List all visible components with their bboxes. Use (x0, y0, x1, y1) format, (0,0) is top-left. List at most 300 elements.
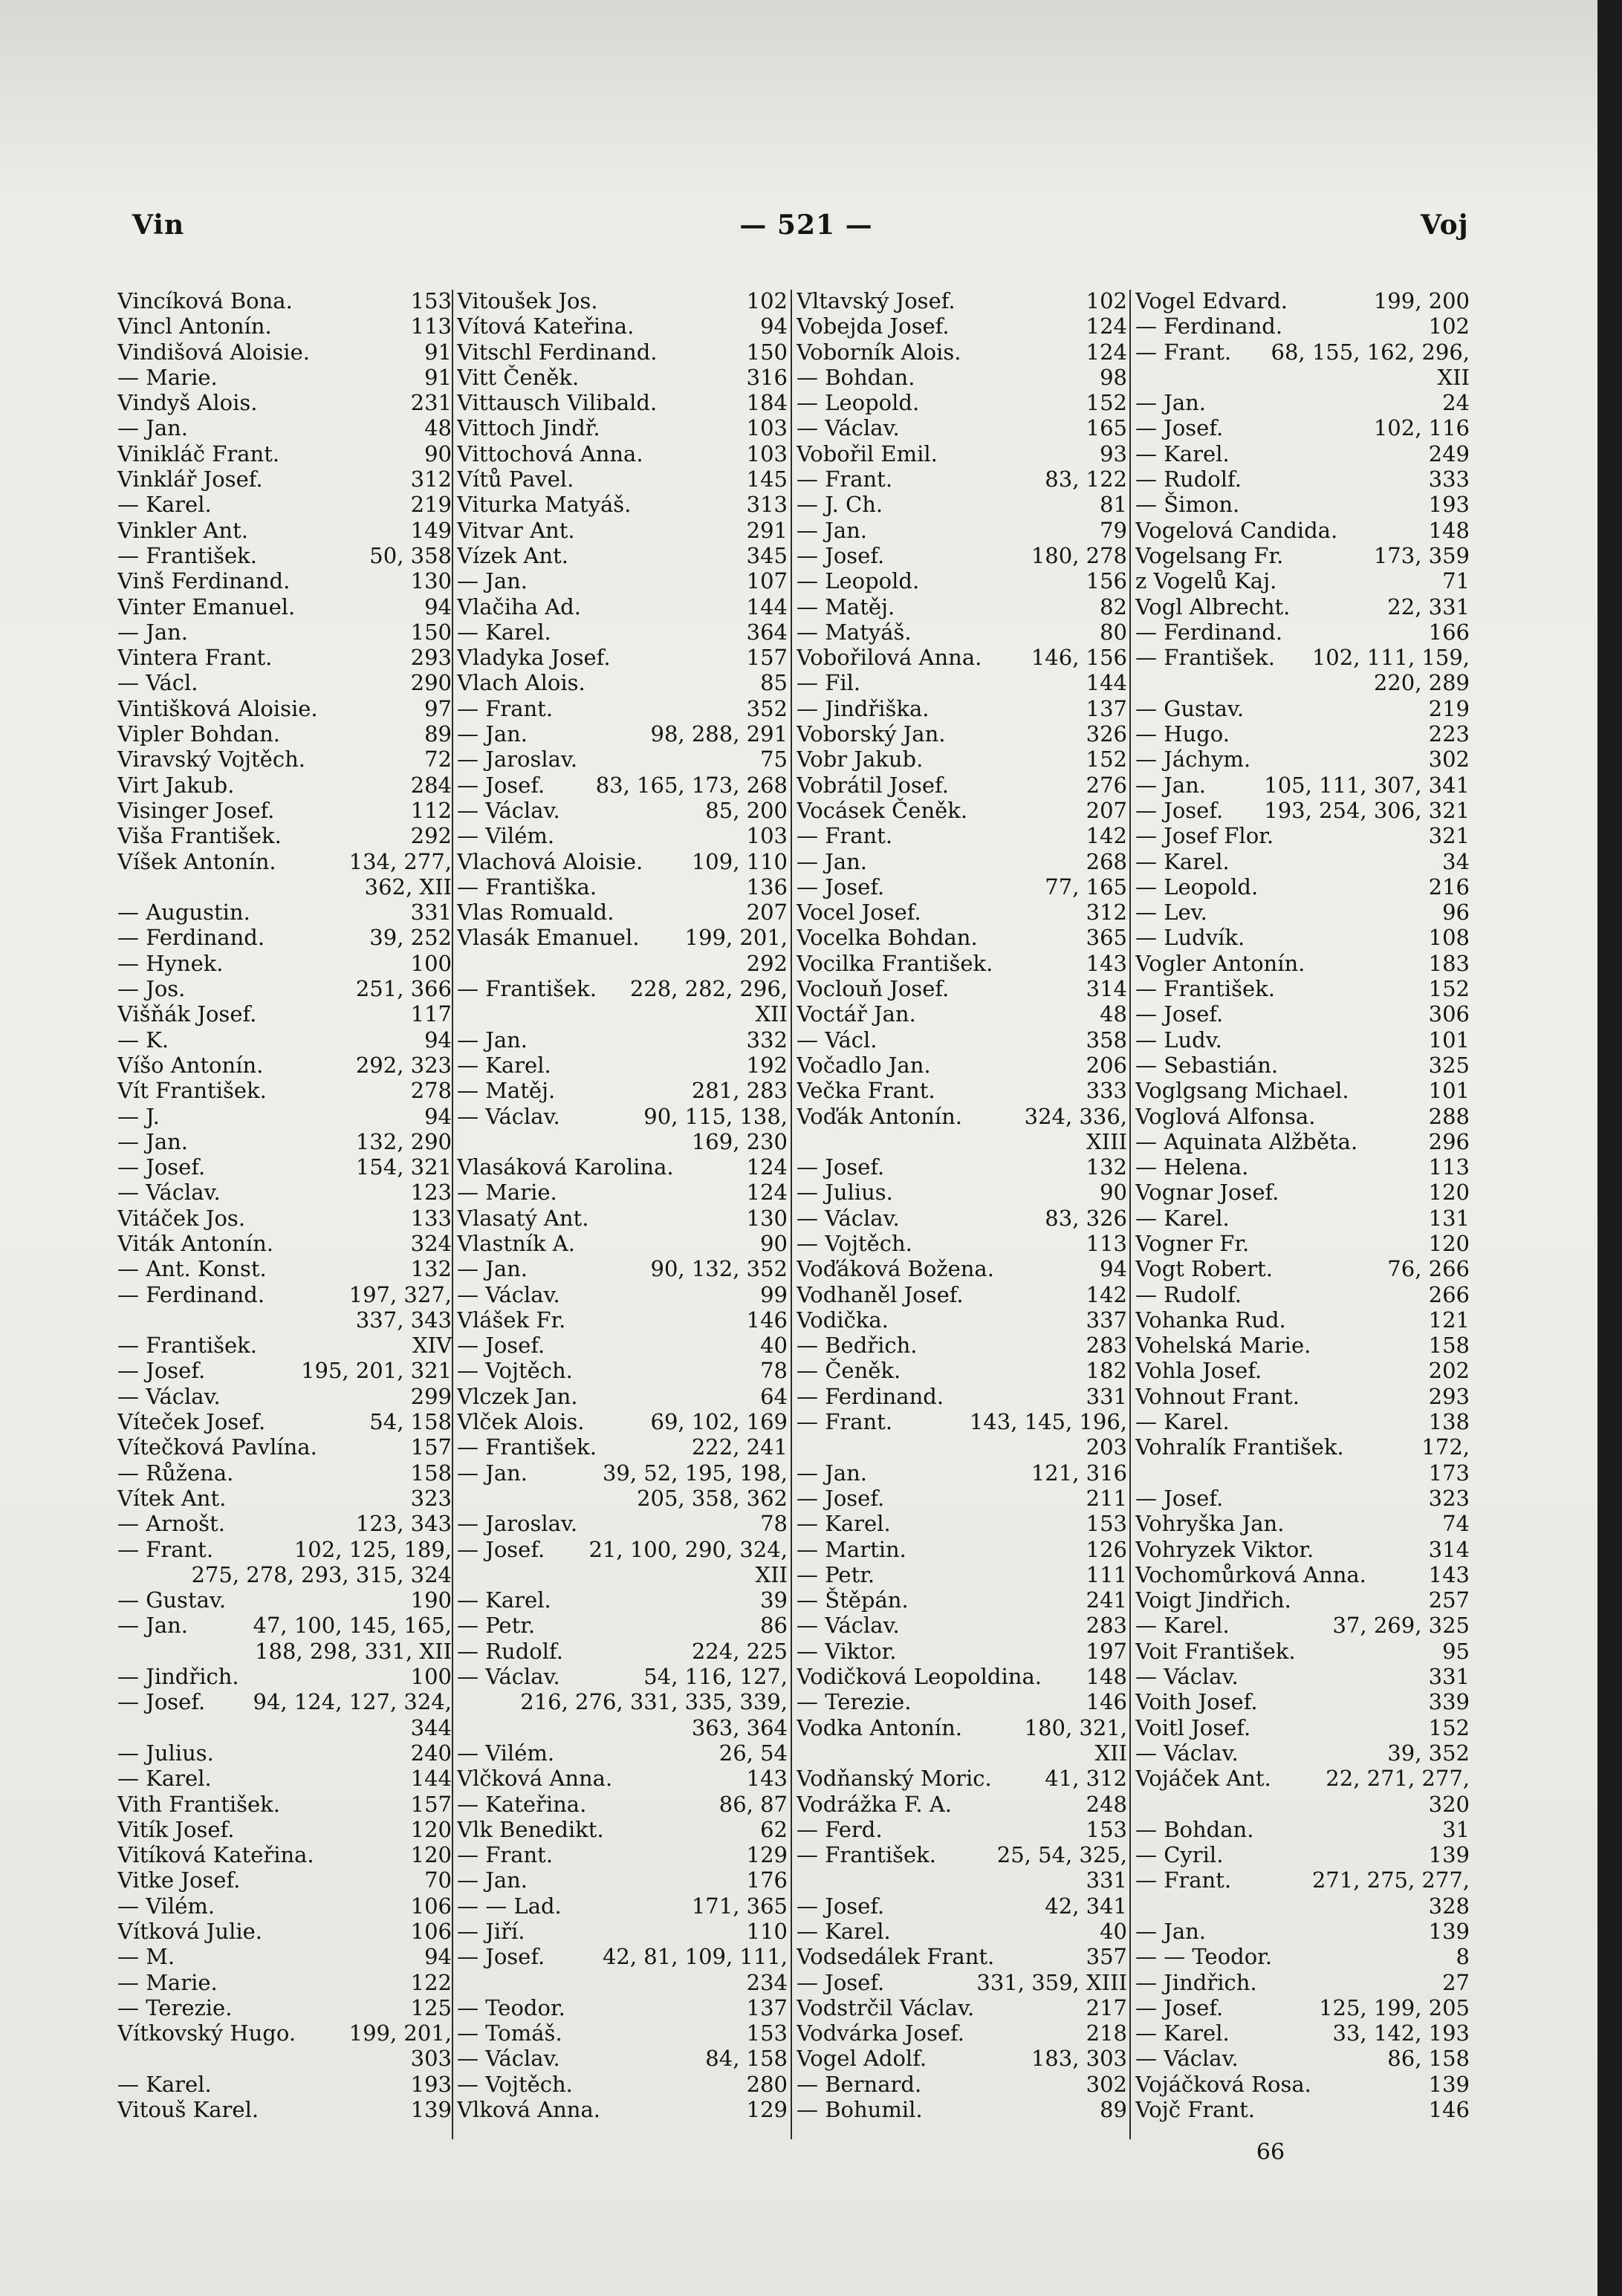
entry-name: Víšek Antonín. (117, 848, 276, 874)
index-entry (797, 951, 1127, 976)
entry-pages: 103 (746, 823, 788, 849)
entry-name: Vogl Albrecht. (1135, 593, 1291, 619)
index-entry (457, 2046, 788, 2071)
entry-name: — Karel. (117, 1766, 212, 1792)
index-entry (1135, 415, 1470, 440)
index-entry (797, 1307, 1127, 1333)
entry-name: Vítová Kateřina. (457, 313, 635, 339)
index-entry (117, 1409, 452, 1434)
entry-name: — František. (457, 976, 597, 1002)
entry-pages: 142 (1086, 1281, 1127, 1307)
index-entry (1135, 1129, 1470, 1154)
index-entry (797, 1358, 1127, 1383)
index-entry (457, 2020, 788, 2046)
entry-pages: 143 (1428, 1561, 1470, 1587)
index-entry (117, 696, 452, 721)
entry-name: Vlková Anna. (457, 2097, 600, 2123)
entry-name: Vitík Josef. (117, 1816, 235, 1842)
entry-name: — Bernard. (797, 2071, 922, 2097)
entry-pages: 292, 323 (355, 1052, 452, 1078)
entry-pages: 199, 201, (348, 2020, 452, 2046)
entry-name: — Jan. (457, 1027, 528, 1053)
entry-name: Vlasáková Karolina. (457, 1154, 674, 1180)
entry-name: Vodňanský Moric. (797, 1766, 992, 1792)
entry-pages: 100 (410, 950, 452, 976)
entry-pages: 86, 158 (1387, 2046, 1470, 2072)
index-entry (1135, 1486, 1470, 1511)
entry-name: Vízek Ant. (457, 542, 568, 568)
entry-pages: 121 (1428, 1307, 1470, 1333)
entry-name: — Josef. (1135, 1485, 1224, 1511)
entry-pages: 180, 321, (1024, 1714, 1127, 1740)
entry-pages: 207 (1086, 797, 1127, 823)
index-entry (797, 645, 1127, 670)
entry-pages: 8 (1456, 1944, 1470, 1970)
entry-name: — Helena. (1135, 1154, 1249, 1180)
index-entry (117, 670, 452, 695)
entry-pages: 83, 122 (1045, 466, 1127, 492)
entry-name: Vith František. (117, 1791, 280, 1817)
index-entry (1135, 313, 1470, 339)
entry-pages: 101 (1428, 1078, 1470, 1104)
index-entry (797, 1919, 1127, 1944)
index-entry (1135, 568, 1470, 593)
index-entry (1135, 773, 1470, 798)
entry-pages: 26, 54 (718, 1740, 788, 1766)
entry-pages: 74 (1442, 1511, 1470, 1537)
entry-name: — Petr. (797, 1561, 875, 1587)
entry-pages: 345 (746, 542, 788, 568)
index-entry (797, 874, 1127, 900)
entry-pages: 157 (746, 645, 788, 671)
entry-name: — Čeněk. (797, 1358, 901, 1384)
index-entry (1135, 339, 1470, 365)
entry-pages: 105, 111, 307, 341 (1264, 772, 1470, 798)
entry-pages: 90 (760, 1230, 788, 1256)
entry-pages: 197 (1086, 1638, 1127, 1664)
entry-pages: 39, 252 (369, 925, 452, 951)
entry-pages: 76, 266 (1387, 1256, 1470, 1282)
entry-pages: 86, 87 (718, 1791, 788, 1817)
index-entry (797, 1893, 1127, 1919)
entry-pages: 137 (1086, 695, 1127, 721)
entry-pages: 323 (1428, 1485, 1470, 1511)
index-entry (797, 1740, 1127, 1766)
entry-pages: 288 (1428, 1103, 1470, 1129)
index-entry (1135, 1766, 1470, 1791)
index-entry (1135, 2020, 1470, 2046)
index-entry (797, 1206, 1127, 1231)
entry-pages: 323 (410, 1485, 452, 1511)
index-entry (1135, 1893, 1470, 1919)
entry-name: — J. (117, 1103, 160, 1129)
entry-pages: 48 (424, 415, 452, 441)
index-entry (117, 1282, 452, 1307)
index-entry (797, 2097, 1127, 2122)
entry-pages: 125, 199, 205 (1319, 1994, 1470, 2020)
index-entry (797, 339, 1127, 365)
index-entry (797, 2046, 1127, 2071)
entry-name: — Vilém. (457, 1740, 555, 1766)
index-entry (117, 2046, 452, 2071)
index-entry (117, 594, 452, 619)
index-entry (117, 1715, 452, 1740)
entry-name: — Bohdan. (1135, 1816, 1254, 1842)
index-entry (797, 543, 1127, 568)
entry-pages: 129 (746, 1842, 788, 1868)
index-entry (1135, 1537, 1470, 1562)
entry-pages: 27 (1442, 1969, 1470, 1995)
entry-name: — Lev. (1135, 900, 1207, 926)
entry-pages: 48 (1100, 1001, 1127, 1027)
index-entry (117, 619, 452, 645)
entry-name: Vojáčková Rosa. (1135, 2071, 1311, 2097)
entry-name: — František. (457, 1434, 597, 1460)
entry-name: Vitt Čeněk. (457, 364, 580, 390)
entry-pages: 328 (1428, 1893, 1470, 1919)
index-entry (797, 1486, 1127, 1511)
index-entry (797, 466, 1127, 492)
entry-name: Vohryzek Viktor. (1135, 1536, 1314, 1562)
entry-name: — Václav. (457, 1281, 560, 1307)
index-entry (117, 1231, 452, 1256)
index-entry (797, 288, 1127, 313)
index-entry (797, 1104, 1127, 1129)
index-entry (1135, 1919, 1470, 1944)
entry-pages: 130 (746, 1205, 788, 1231)
index-entry (117, 1740, 452, 1766)
entry-name: — Václav. (457, 797, 560, 823)
entry-pages: 120 (1428, 1180, 1470, 1206)
entry-pages: 136 (746, 874, 788, 900)
index-entry (1135, 951, 1470, 976)
entry-pages: 153 (1086, 1816, 1127, 1842)
entry-name: Vítečková Pavlína. (117, 1434, 317, 1460)
entry-name: — Josef. (1135, 415, 1224, 441)
entry-pages: 89 (424, 721, 452, 747)
entry-pages: 173 (1428, 1460, 1470, 1486)
entry-name: Večka Frant. (797, 1078, 935, 1104)
index-entry (1135, 798, 1470, 823)
entry-pages: 173, 359 (1373, 542, 1470, 568)
entry-name: Voborský Jan. (797, 721, 946, 747)
entry-pages: 362, XII (364, 874, 452, 900)
index-entry (457, 1206, 788, 1231)
entry-pages: 358 (1086, 1027, 1127, 1053)
index-entry (117, 288, 452, 313)
entry-name: Voďák Antonín. (797, 1103, 962, 1129)
entry-pages: 133 (410, 1205, 452, 1231)
entry-name: Vogt Robert. (1135, 1256, 1273, 1282)
index-entry (117, 645, 452, 670)
index-entry (457, 1460, 788, 1486)
index-entry (457, 1919, 788, 1944)
entry-pages: 123, 343 (355, 1511, 452, 1537)
entry-pages: 231 (410, 390, 452, 416)
entry-name: — Karel. (1135, 848, 1230, 874)
entry-name: Voigt Jindřich. (1135, 1587, 1291, 1613)
entry-name: Vobořilová Anna. (797, 645, 982, 671)
index-entry (117, 568, 452, 593)
index-entry (117, 1078, 452, 1103)
entry-pages: 281, 283 (691, 1078, 788, 1104)
index-entry (1135, 721, 1470, 747)
entry-name: — Václ. (117, 670, 198, 696)
entry-pages: 223 (1428, 721, 1470, 747)
entry-name: Vlastník A. (457, 1230, 575, 1256)
index-entry (1135, 670, 1470, 695)
entry-name: — Marie. (117, 364, 218, 390)
index-entry (797, 1639, 1127, 1664)
entry-name: — Václav. (797, 415, 900, 441)
entry-pages: 99 (760, 1281, 788, 1307)
index-entry (117, 2097, 452, 2122)
index-entry (797, 900, 1127, 925)
entry-name: — Václav. (457, 1103, 560, 1129)
entry-name: — Růžena. (117, 1460, 234, 1486)
entry-name: Vítkovský Hugo. (117, 2020, 296, 2046)
index-entry (1135, 1256, 1470, 1281)
entry-pages: 284 (410, 772, 452, 798)
entry-name: — Jan. (457, 721, 528, 747)
entry-pages: 219 (1428, 695, 1470, 721)
entry-pages: 142 (1086, 823, 1127, 849)
entry-pages: 314 (1086, 976, 1127, 1002)
index-entry (797, 1078, 1127, 1103)
entry-pages: 31 (1442, 1816, 1470, 1842)
index-entry (1135, 2072, 1470, 2097)
entry-pages: 24 (1442, 390, 1470, 416)
entry-pages: 25, 54, 325, (996, 1842, 1127, 1868)
entry-name: Vinklář Josef. (117, 466, 263, 492)
index-entry (117, 313, 452, 339)
entry-pages: 113 (1086, 1230, 1127, 1256)
entry-name: Víteček Josef. (117, 1409, 266, 1435)
entry-pages: 331, 359, XIII (976, 1969, 1127, 1995)
index-entry (457, 390, 788, 415)
index-entry (457, 1231, 788, 1256)
entry-pages: 82 (1100, 593, 1127, 619)
entry-name: — Frant. (797, 466, 893, 492)
entry-pages: 150 (410, 619, 452, 645)
entry-pages: 124 (746, 1154, 788, 1180)
entry-pages: 120 (410, 1816, 452, 1842)
entry-pages: 333 (1428, 466, 1470, 492)
index-entry (797, 849, 1127, 874)
index-entry (117, 1333, 452, 1358)
entry-pages: 145 (746, 466, 788, 492)
index-entry (117, 747, 452, 772)
index-entry (457, 1639, 788, 1664)
index-entry (1135, 1384, 1470, 1409)
index-entry (457, 1027, 788, 1053)
entry-pages: 40 (1100, 1919, 1127, 1944)
entry-pages: 130 (410, 568, 452, 594)
index-entry (797, 823, 1127, 848)
entry-name: — Augustin. (117, 900, 250, 926)
entry-name: — Josef. (797, 874, 885, 900)
entry-name: — Marie. (117, 1969, 218, 1995)
entry-pages: 131 (1428, 1205, 1470, 1231)
index-entry (1135, 619, 1470, 645)
entry-name: — František. (1135, 645, 1275, 671)
entry-name: — Jan. (797, 517, 868, 543)
index-entry (797, 313, 1127, 339)
entry-pages: 22, 331 (1387, 593, 1470, 619)
entry-pages: 144 (746, 593, 788, 619)
index-entry (457, 1817, 788, 1842)
index-entry (1135, 1613, 1470, 1638)
entry-name: — Ludvík. (1135, 925, 1245, 951)
entry-pages: 278 (410, 1078, 452, 1104)
entry-name: Vlczek Jan. (457, 1383, 578, 1409)
entry-pages: 224, 225 (691, 1638, 788, 1664)
entry-pages: 47, 100, 145, 165, (253, 1613, 452, 1639)
index-entry (117, 1562, 452, 1587)
entry-pages: 312 (1086, 900, 1127, 926)
index-entry (117, 721, 452, 747)
entry-pages: 331 (410, 900, 452, 926)
index-entry (457, 1053, 788, 1078)
entry-pages: 139 (1428, 2071, 1470, 2097)
entry-pages: 139 (410, 2097, 452, 2123)
index-entry (457, 1867, 788, 1893)
entry-pages: 102, 116 (1373, 415, 1470, 441)
entry-pages: 109, 110 (691, 848, 788, 874)
entry-name: Vodičková Leopoldina. (797, 1664, 1042, 1690)
index-entry (117, 441, 452, 466)
index-entry (117, 773, 452, 798)
entry-pages: 171, 365 (691, 1893, 788, 1919)
index-entry (1135, 1740, 1470, 1766)
entry-name: Vlasatý Ant. (457, 1205, 589, 1231)
index-entry (117, 1817, 452, 1842)
entry-name: — Jan. (457, 1867, 528, 1893)
entry-name: — František. (117, 1333, 257, 1359)
entry-pages: 296 (1428, 1128, 1470, 1154)
entry-pages: 283 (1086, 1613, 1127, 1639)
entry-name: — Karel. (1135, 1613, 1230, 1639)
entry-pages: 79 (1100, 517, 1127, 543)
index-entry (1135, 1154, 1470, 1180)
entry-name: — Arnošt. (117, 1511, 225, 1537)
entry-name: — Jaroslav. (457, 1511, 578, 1537)
entry-name: — Karel. (1135, 440, 1230, 466)
entry-name: — Josef. (797, 542, 885, 568)
entry-pages: 240 (410, 1740, 452, 1766)
index-entry (457, 1613, 788, 1638)
entry-pages: 331 (1086, 1383, 1127, 1409)
entry-pages: 132, 290 (355, 1128, 452, 1154)
entry-name: — Bohdan. (797, 364, 915, 390)
column-rule (1129, 290, 1131, 2139)
entry-name: Vipler Bohdan. (117, 721, 280, 747)
entry-pages: 94 (424, 593, 452, 619)
index-entry (457, 1537, 788, 1562)
entry-name: — Josef Flor. (1135, 823, 1274, 849)
entry-pages: 42, 81, 109, 111, (602, 1944, 788, 1970)
index-entry (117, 1384, 452, 1409)
entry-name: — Cyril. (1135, 1842, 1224, 1868)
index-entry (117, 1919, 452, 1944)
entry-name: — Jaroslav. (457, 747, 578, 773)
entry-name: Vittausch Vilibald. (457, 390, 658, 416)
index-entry (117, 823, 452, 848)
entry-pages: 143 (1086, 950, 1127, 976)
index-entry (1135, 1842, 1470, 1867)
entry-name: Vítů Pavel. (457, 466, 574, 492)
entry-pages: 81 (1100, 492, 1127, 518)
index-entry (1135, 1460, 1470, 1486)
index-entry (117, 1587, 452, 1613)
index-entry (117, 1511, 452, 1536)
entry-pages: 117 (410, 1001, 452, 1027)
entry-name: Vochomůrková Anna. (1135, 1561, 1366, 1587)
entry-name: — M. (117, 1944, 175, 1970)
entry-pages: 152 (1086, 747, 1127, 773)
running-head-right: Voj (1421, 209, 1469, 241)
entry-pages: 357 (1086, 1944, 1127, 1970)
entry-name: Vodvárka Josef. (797, 2020, 964, 2046)
index-entry (457, 1995, 788, 2020)
index-entry (1135, 1664, 1470, 1689)
entry-name: Vintišková Aloisie. (117, 695, 318, 721)
entry-pages: 83, 326 (1045, 1205, 1127, 1231)
index-entry (117, 339, 452, 365)
entry-pages: 97 (424, 695, 452, 721)
entry-pages: 78 (760, 1511, 788, 1537)
index-entry (1135, 492, 1470, 517)
index-entry (117, 1842, 452, 1867)
index-entry (797, 1282, 1127, 1307)
index-entry (457, 900, 788, 925)
index-entry (797, 1333, 1127, 1358)
index-entry (117, 1639, 452, 1664)
entry-pages: 68, 155, 162, 296, (1271, 339, 1470, 365)
entry-name: — Frant. (457, 695, 554, 721)
index-entry (1135, 1715, 1470, 1740)
entry-pages: 333 (1086, 1078, 1127, 1104)
index-entry (117, 1053, 452, 1078)
index-entry (797, 415, 1127, 440)
entry-name: — Vojtěch. (457, 2071, 573, 2097)
index-entry (797, 1460, 1127, 1486)
entry-pages: 34 (1442, 848, 1470, 874)
index-entry (1135, 1944, 1470, 1969)
index-entry (457, 721, 788, 747)
entry-pages: 144 (1086, 670, 1127, 696)
entry-pages: 113 (410, 313, 452, 339)
entry-pages: XIII (1086, 1128, 1127, 1154)
entry-pages: 158 (1428, 1333, 1470, 1359)
entry-pages: 193 (1428, 492, 1470, 518)
entry-pages: 89 (1100, 2097, 1127, 2123)
entry-pages: 96 (1442, 900, 1470, 926)
entry-name: — Sebastián. (1135, 1052, 1279, 1078)
index-entry (1135, 365, 1470, 390)
entry-pages: 132 (410, 1256, 452, 1282)
entry-pages: 143, 145, 196, (969, 1409, 1127, 1435)
index-entry (797, 492, 1127, 517)
index-entry (457, 2097, 788, 2122)
entry-pages: 153 (746, 2020, 788, 2046)
entry-name: — Marie. (457, 1180, 557, 1206)
entry-pages: 90, 115, 138, (643, 1103, 788, 1129)
entry-pages: 80 (1100, 619, 1127, 645)
index-entry (1135, 1511, 1470, 1536)
entry-name: Víšo Antonín. (117, 1052, 264, 1078)
entry-pages: 332 (746, 1027, 788, 1053)
